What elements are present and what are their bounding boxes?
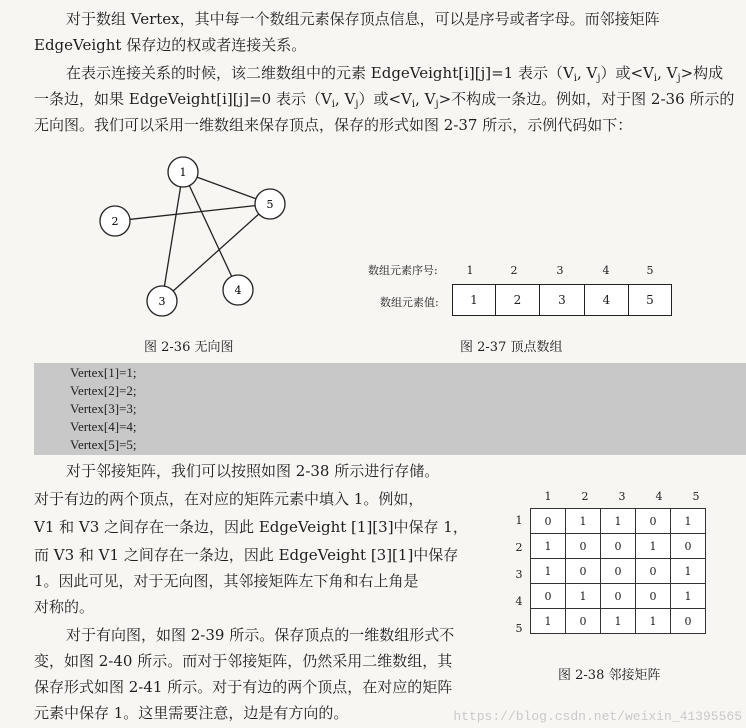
matrix-cell: 1	[636, 609, 671, 634]
graph-node-label: 5	[266, 198, 274, 211]
matrix-cell: 1	[636, 534, 671, 559]
array-index: 1	[466, 264, 474, 277]
para2-line2: 一条边，如果 EdgeVeight[i][j]=0 表示（$V_i$, $V_j$）或$<V_i$, $V_j>$不构成一条边。例如，对于图 2-36 所示的	[34, 90, 735, 110]
array-index: 3	[556, 264, 564, 277]
para3-line: 对于有边的两个顶点，在对应的矩阵元素中填入 1。例如，	[34, 490, 424, 508]
array-index: 4	[602, 264, 610, 277]
para4-line: 元素中保存 1。这里需要注意，边是有方向的。	[34, 704, 349, 722]
matrix-cell: 0	[636, 584, 671, 609]
matrix-col-header: 3	[618, 490, 626, 503]
array-index: 2	[510, 264, 518, 277]
matrix-row	[531, 609, 706, 634]
matrix-col-header: 5	[692, 490, 700, 503]
para4-line: 对于有向图，如图 2-39 所示。保存顶点的一维数组形式不	[66, 626, 455, 644]
matrix-col-header: 4	[655, 490, 663, 503]
array-index: 5	[646, 264, 654, 277]
matrix-row-header: 3	[515, 568, 523, 581]
matrix-cell: 1	[601, 609, 636, 634]
matrix-row	[531, 584, 706, 609]
graph-node-2	[100, 206, 130, 236]
matrix-row-header: 4	[515, 595, 523, 608]
para1-line2: EdgeVeight 保存边的权或者连接关系。	[34, 36, 307, 54]
para2-line3: 无向图。我们可以采用一维数组来保存顶点，保存的形式如图 2-37 所示，示例代码如下：	[34, 116, 633, 134]
matrix-cell: 1	[671, 509, 706, 534]
array-index-label: 数组元素序号:	[368, 264, 438, 277]
matrix-cell: 1	[531, 609, 566, 634]
code-line: Vertex[1]=1;	[70, 365, 137, 380]
figure-2-37-caption: 图 2-37 顶点数组	[460, 340, 563, 355]
matrix-row	[531, 509, 706, 534]
matrix-cell: 0	[531, 509, 566, 534]
graph-node-label: 2	[111, 215, 119, 228]
array-cell: 5	[628, 284, 672, 316]
para2-line1: 在表示连接关系的时候，该二维数组中的元素 EdgeVeight[i][j]=1 表示（$V_i$, $V_j$）或$<V_i$, $V_j>$构成	[66, 64, 724, 84]
graph-node-label: 1	[179, 166, 187, 179]
code-block	[34, 363, 746, 455]
matrix-cell: 0	[636, 509, 671, 534]
array-value-label: 数组元素值:	[380, 296, 439, 309]
matrix-cell: 0	[531, 584, 566, 609]
matrix-cell: 0	[671, 609, 706, 634]
matrix-cell: 0	[601, 559, 636, 584]
para3-line: 对于邻接矩阵，我们可以按照如图 2-38 所示进行存储。	[66, 462, 440, 480]
code-line: Vertex[2]=2;	[70, 383, 137, 398]
para3-line: 对称的。	[34, 598, 95, 616]
figure-2-38-caption: 图 2-38 邻接矩阵	[558, 668, 661, 683]
array-cell: 3	[539, 284, 585, 316]
graph-edge-2-5	[115, 204, 270, 221]
graph-node-label: 3	[158, 295, 166, 308]
graph-node-1	[168, 157, 198, 187]
para3-line: 1。因此可见，对于无向图，其邻接矩阵左下角和右上角是	[34, 572, 419, 590]
matrix-cell: 1	[671, 584, 706, 609]
matrix-row-header: 5	[515, 622, 523, 635]
matrix-cell: 0	[636, 559, 671, 584]
graph-node-4	[223, 275, 253, 305]
matrix-cell: 0	[601, 584, 636, 609]
para1-line1: 对于数组 Vertex，其中每一个数组元素保存顶点信息，可以是序号或者字母。而邻接矩阵	[66, 10, 660, 28]
adjacency-matrix	[530, 508, 706, 634]
code-line: Vertex[4]=4;	[70, 419, 137, 434]
matrix-cell: 0	[671, 534, 706, 559]
matrix-cell: 1	[531, 559, 566, 584]
para4-line: 变，如图 2-40 所示。而对于邻接矩阵，仍然采用二维数组，其	[34, 652, 453, 670]
matrix-cell: 1	[531, 534, 566, 559]
array-cell: 1	[452, 284, 496, 316]
graph-node-label: 4	[234, 284, 242, 297]
para4-line: 保存形式如图 2-41 所示。对于有边的两个顶点，在对应的矩阵	[34, 678, 453, 696]
matrix-cell: 1	[566, 584, 601, 609]
matrix-row-header: 2	[515, 541, 523, 554]
matrix-cell: 0	[566, 534, 601, 559]
graph-edge-1-3	[162, 172, 183, 301]
matrix-cell: 0	[566, 559, 601, 584]
array-cell: 2	[495, 284, 540, 316]
matrix-col-header: 1	[544, 490, 552, 503]
code-line: Vertex[3]=3;	[70, 401, 137, 416]
matrix-cell: 1	[601, 509, 636, 534]
matrix-cell: 1	[566, 509, 601, 534]
matrix-row-header: 1	[515, 514, 523, 527]
matrix-cell: 0	[601, 534, 636, 559]
graph-node-5	[255, 189, 285, 219]
para3-line: V1 和 V3 之间存在一条边，因此 EdgeVeight [1][3]中保存 1，	[34, 518, 468, 536]
figure-2-36-caption: 图 2-36 无向图	[144, 340, 234, 355]
matrix-row	[531, 534, 706, 559]
undirected-graph	[90, 150, 310, 330]
code-line: Vertex[5]=5;	[70, 437, 137, 452]
array-cell: 4	[584, 284, 629, 316]
matrix-cell: 0	[566, 609, 601, 634]
matrix-cell: 1	[671, 559, 706, 584]
matrix-col-header: 2	[581, 490, 589, 503]
watermark: https://blog.csdn.net/weixin_41395565	[453, 709, 742, 724]
matrix-row	[531, 559, 706, 584]
para3-line: 而 V3 和 V1 之间存在一条边，因此 EdgeVeight [3][1]中保存	[34, 546, 459, 564]
graph-edge-3-5	[162, 204, 270, 301]
graph-node-3	[147, 286, 177, 316]
